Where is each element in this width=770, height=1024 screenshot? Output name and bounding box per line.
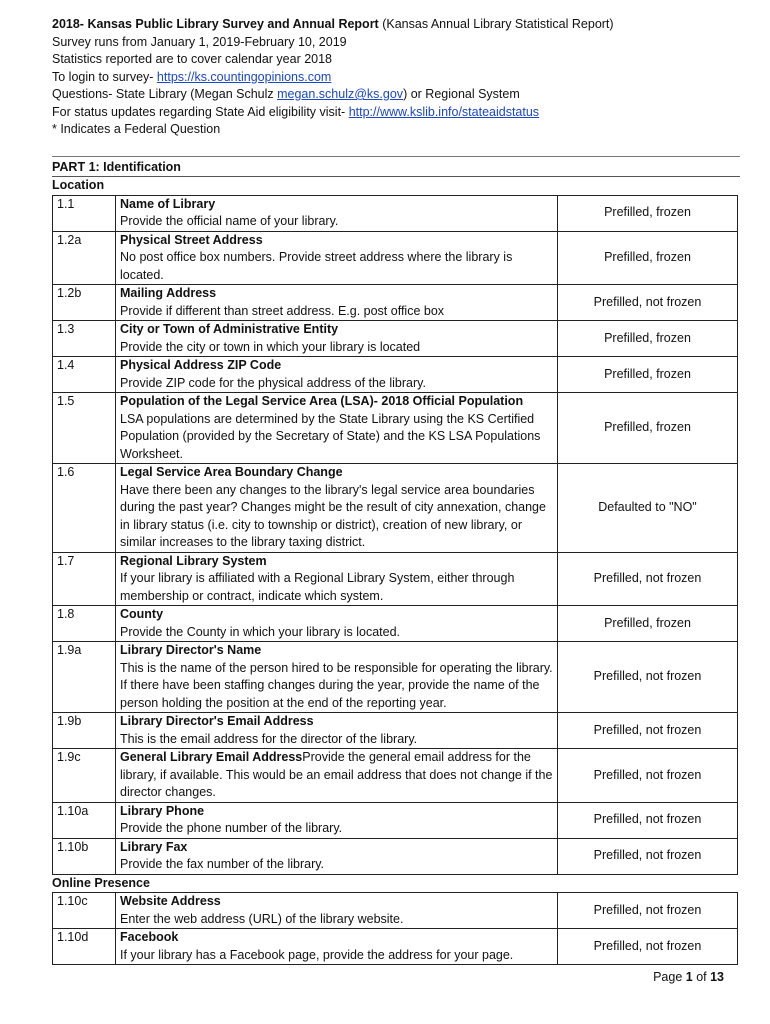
- prefill-status: Prefilled, not frozen: [558, 713, 738, 749]
- question-title: Library Phone: [120, 803, 205, 818]
- question-description: Provide the official name of your library.: [120, 214, 339, 228]
- federal-note: * Indicates a Federal Question: [52, 122, 221, 136]
- contact-email-link[interactable]: megan.schulz@ks.gov: [277, 87, 404, 101]
- question-title: Physical Street Address: [120, 232, 263, 247]
- question-number: 1.9b: [53, 713, 116, 749]
- question-number: 1.2a: [53, 231, 116, 285]
- prefill-status: Prefilled, not frozen: [558, 893, 738, 929]
- status-line: [52, 104, 740, 122]
- prefill-status: Prefilled, frozen: [558, 195, 738, 231]
- question-title: Mailing Address: [120, 286, 217, 300]
- page-of: of: [692, 970, 711, 984]
- question-cell: [116, 552, 558, 606]
- question-title: City or Town of Administrative Entity: [120, 322, 339, 336]
- question-description: If your library has a Facebook page, provide the address for your page.: [120, 947, 514, 962]
- prefill-status: Prefilled, not frozen: [558, 802, 738, 838]
- question-number: 1.1: [53, 195, 116, 231]
- state-aid-status-link[interactable]: http://www.kslib.info/stateaidstatus: [348, 104, 540, 119]
- table-row: [53, 713, 738, 749]
- question-table: [52, 892, 738, 965]
- questions-line: [52, 86, 740, 104]
- prefill-status: Prefilled, not frozen: [558, 929, 738, 965]
- table-row: [53, 802, 738, 838]
- question-title: Library Director's Email Address: [120, 714, 314, 728]
- table-row: [53, 929, 738, 965]
- prefill-status: Prefilled, frozen: [558, 231, 738, 285]
- question-number: 1.10c: [53, 893, 116, 929]
- question-cell: [116, 802, 558, 838]
- question-cell: [116, 321, 558, 357]
- title-subtitle: (Kansas Annual Library Statistical Report): [378, 17, 614, 31]
- survey-page: [52, 16, 740, 965]
- section-heading: Online Presence: [52, 875, 150, 890]
- prefill-status: Prefilled, frozen: [558, 393, 738, 464]
- table-row: [53, 321, 738, 357]
- question-number: 1.7: [53, 552, 116, 606]
- question-number: 1.5: [53, 393, 116, 464]
- question-description: LSA populations are determined by the State Library using the KS Certified Population (provided by the Secretary of State) and the KS LSA Populations Worksheet.: [120, 411, 541, 461]
- current-page: 1: [685, 970, 693, 984]
- table-row: [53, 838, 738, 874]
- part-title: PART 1: Identification: [52, 159, 740, 178]
- question-title: General Library Email Address: [120, 750, 303, 764]
- page-number: [653, 970, 724, 984]
- table-row: [53, 552, 738, 606]
- question-cell: [116, 357, 558, 393]
- question-title: Name of Library: [120, 196, 216, 211]
- question-title: Library Fax: [120, 839, 188, 854]
- question-cell: [116, 285, 558, 321]
- table-row: [53, 893, 738, 929]
- question-description: This is the name of the person hired to be responsible for operating the library. If there have been staffing changes during the year, provide the name of the person holding the position at the end of the reporting year.: [120, 660, 553, 710]
- table-row: [53, 285, 738, 321]
- login-link[interactable]: https://ks.countingopinions.com: [156, 69, 332, 84]
- prefill-status: Prefilled, not frozen: [558, 552, 738, 606]
- table-row: [53, 195, 738, 231]
- question-title: Regional Library System: [120, 553, 267, 568]
- question-number: 1.6: [53, 464, 116, 553]
- question-cell: [116, 606, 558, 642]
- question-cell: [116, 838, 558, 874]
- page-label: Page: [653, 970, 686, 984]
- divider: [52, 156, 740, 157]
- question-title: Facebook: [120, 930, 179, 944]
- statistics-period: Statistics reported are to cover calendar year 2018: [52, 52, 333, 66]
- question-description: Provide the phone number of the library.: [120, 821, 343, 835]
- prefill-status: Prefilled, not frozen: [558, 285, 738, 321]
- sections-container: [52, 177, 740, 965]
- question-description: Provide ZIP code for the physical address of the library.: [120, 375, 426, 390]
- login-line: [52, 69, 740, 87]
- table-row: [53, 231, 738, 285]
- question-number: 1.10d: [53, 929, 116, 965]
- question-cell: [116, 195, 558, 231]
- question-title: Website Address: [120, 894, 221, 908]
- section-heading: Location: [52, 178, 105, 192]
- question-description: Provide if different than street address. E.g. post office box: [120, 303, 445, 318]
- question-cell: [116, 713, 558, 749]
- question-number: 1.3: [53, 321, 116, 357]
- question-cell: [116, 929, 558, 965]
- title-bold: 2018- Kansas Public Library Survey and Annual Report: [52, 17, 379, 31]
- prefill-status: Prefilled, frozen: [558, 321, 738, 357]
- question-number: 1.10a: [53, 802, 116, 838]
- question-title: Legal Service Area Boundary Change: [120, 465, 343, 479]
- question-description: Provide the County in which your library is located.: [120, 624, 400, 639]
- prefill-status: Prefilled, not frozen: [558, 642, 738, 713]
- login-label: To login to survey-: [52, 69, 157, 84]
- table-row: [53, 357, 738, 393]
- question-cell: [116, 231, 558, 285]
- question-title: County: [120, 607, 164, 621]
- question-cell: [116, 749, 558, 803]
- question-title: Physical Address ZIP Code: [120, 358, 282, 372]
- question-cell: [116, 893, 558, 929]
- document-title: [52, 16, 740, 34]
- table-row: [53, 749, 738, 803]
- prefill-status: Prefilled, frozen: [558, 357, 738, 393]
- questions-label: Questions- State Library (Megan Schulz: [52, 87, 278, 101]
- table-row: [53, 606, 738, 642]
- table-row: [53, 642, 738, 713]
- question-number: 1.9c: [53, 749, 116, 803]
- intro-block: [52, 16, 740, 139]
- question-cell: [116, 642, 558, 713]
- question-description: Enter the web address (URL) of the library website.: [120, 911, 404, 926]
- question-cell: [116, 393, 558, 464]
- question-description: Provide the city or town in which your library is located: [120, 339, 421, 354]
- question-number: 1.8: [53, 606, 116, 642]
- survey-dates: Survey runs from January 1, 2019-February 10, 2019: [52, 34, 347, 49]
- question-number: 1.4: [53, 357, 116, 393]
- question-cell: [116, 464, 558, 553]
- question-description: Provide the fax number of the library.: [120, 857, 325, 871]
- question-number: 1.2b: [53, 285, 116, 321]
- question-number: 1.9a: [53, 642, 116, 713]
- prefill-status: Defaulted to "NO": [558, 464, 738, 553]
- table-row: [53, 393, 738, 464]
- question-table: [52, 195, 738, 875]
- total-pages: 13: [710, 970, 724, 984]
- questions-suffix: ) or Regional System: [403, 87, 520, 101]
- question-description: This is the email address for the director of the library.: [120, 731, 418, 746]
- prefill-status: Prefilled, frozen: [558, 606, 738, 642]
- prefill-status: Prefilled, not frozen: [558, 838, 738, 874]
- table-row: [53, 464, 738, 553]
- question-description: If your library is affiliated with a Regional Library System, either through membership or contract, indicate which system.: [120, 571, 515, 603]
- question-description: Have there been any changes to the library's legal service area boundaries during the past year? Changes might be the result of city annexation, change in library status (i.e. city to township or district), creation of new library, or similar increases to the library taxing district.: [120, 482, 546, 549]
- question-number: 1.10b: [53, 838, 116, 874]
- question-description: Provide the general email address for the library, if available. This would be an email address that does not change if the director changes.: [120, 750, 553, 799]
- status-label: For status updates regarding State Aid eligibility visit-: [52, 104, 349, 119]
- question-description: No post office box numbers. Provide street address where the library is located.: [120, 250, 513, 282]
- prefill-status: Prefilled, not frozen: [558, 749, 738, 803]
- question-title: Population of the Legal Service Area (LSA)- 2018 Official Population: [120, 394, 524, 408]
- question-title: Library Director's Name: [120, 643, 262, 657]
